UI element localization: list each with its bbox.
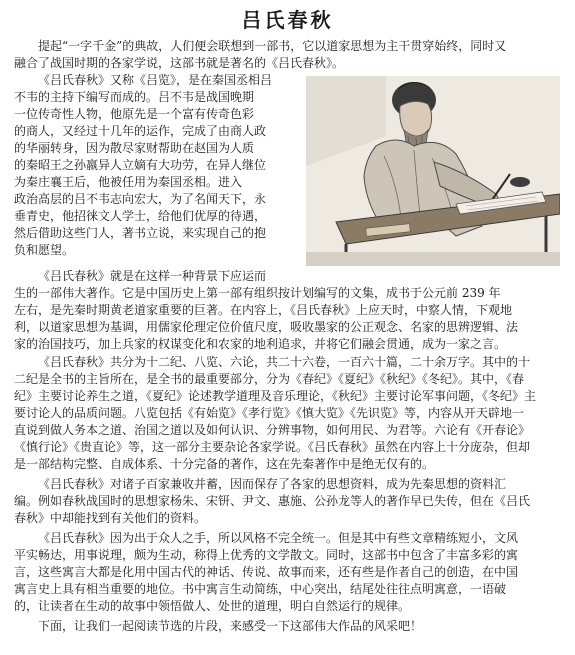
para5-line: 《吕氏春秋》因为出于众人之手，所以风格不完全统一。但是其中有些文章精练短小，文风 <box>38 531 519 545</box>
para4-line: 春秋》中却能找到有关他们的资料。 <box>14 511 207 525</box>
para1-line: 负和愿望。 <box>14 243 75 257</box>
para4-line: 编。例如春秋战国时的思想家杨朱、宋钘、尹文、惠施、公孙龙等人的著作早已失传，但在《吕氏 <box>14 494 531 508</box>
para3-line: 纪》主要讨论养生之道，《夏纪》论述教学道理及音乐理论，《秋纪》主要讨论军事问题，《冬纪》主 <box>14 389 537 403</box>
para2-line: 左右，是先秦时期黄老道家重要的巨著。在内容上，《吕氏春秋》上应天时，中察人情，下观地 <box>14 303 513 317</box>
para4-line: 《吕氏春秋》对诸子百家兼收并蓄，因而保存了各家的思想资料，成为先秦思想的资料汇 <box>38 477 507 491</box>
para1-line: 为秦庄襄王后，他被任用为秦国丞相。进入 <box>14 175 243 189</box>
para2-line: 《吕氏春秋》就是在这样一种背景下应运而 <box>38 269 267 283</box>
para1-line: 《吕氏春秋》又称《吕览》，是在秦国丞相吕 <box>38 73 273 87</box>
para1-line: 的华丽转身，因为散尽家财帮助在赵国为人质 <box>14 141 255 155</box>
para3-line: 《慎行论》《贵直论》等，这一部分主要杂论各家学说。《吕氏春秋》虽然在内容上十分庞杂，但却 <box>14 440 531 454</box>
page-title: 吕氏春秋 <box>241 8 334 32</box>
intro-line: 提起“一字千金”的典故，人们便会联想到一部书，它以道家思想为主干贯穿始终，同时又 <box>38 39 507 53</box>
para1-line: 不韦的主持下编写而成的。吕不韦是战国晚期 <box>14 90 255 104</box>
scholar-drawing <box>306 76 560 266</box>
para3-line: 二纪是全书的主旨所在，是全书的最重要部分，分为《春纪》《夏纪》《秋纪》《冬纪》。其中，《春 <box>14 372 525 386</box>
para1-line: 一位传奇性人物，他原先是一个富有传奇色彩 <box>14 107 255 121</box>
para2-line: 利，以道家思想为基调，用儒家伦理定位价值尺度，吸收墨家的公正观念、名家的思辨逻辑、法 <box>14 320 519 334</box>
para3-line: 要讨论人的品质问题。八览包括《有始览》《孝行览》《慎大览》《先识览》等，内容从开天辟地一 <box>14 406 525 420</box>
para1-line: 垂青史，他招徕文人学士，给他们优厚的待遇， <box>14 209 267 223</box>
para5-line: 的，让读者在生动的故事中领悟做人、处世的道理，明白自然运行的规律。 <box>14 599 411 613</box>
para3-line: 直说到做人务本之道、治国之道以及如何认识、分辨事物，如何用民、为君等。六论有《开春论》 <box>14 423 531 437</box>
para1-line: 政治高层的吕不韦志向宏大，为了名闻天下，永 <box>14 192 267 206</box>
para5-line: 平实畅达，用事说理，颇为生动，称得上优秀的文学散文。同时，这部书中包含了丰富多彩的寓 <box>14 548 519 562</box>
para5-line: 言，这些寓言大都是化用中国古代的神话、传说、故事而来，还有些是作者自己的创造，在中国 <box>14 565 519 579</box>
intro-line: 融合了战国时期的各家学说，这部书就是著名的《吕氏春秋》。 <box>14 56 345 70</box>
closing-line: 下面，让我们一起阅读节选的片段，来感受一下这部伟大作品的风采吧！ <box>38 619 423 633</box>
para1-line: 的商人，又经过十几年的运作，完成了由商人政 <box>14 124 267 138</box>
para3-line: 《吕氏春秋》共分为十二纪、八览、六论，共二十六卷，一百六十篇，二十余万字。其中的十 <box>38 355 531 369</box>
para1-line: 然后借助这些门人，著书立说，来实现自己的抱 <box>14 226 267 240</box>
para3-line: 是一部结构完整、自成体系、十分完备的著作，这在先秦著作中是绝无仅有的。 <box>14 457 435 471</box>
para5-line: 寓言史上具有相当重要的地位。书中寓言生动简练，中心突出，结尾处往往点明寓意，一语破 <box>14 582 507 596</box>
para2-line: 生的一部伟大著作。它是中国历史上第一部有组织按计划编写的文集，成书于公元前 239 年 <box>14 286 501 300</box>
para1-line: 的秦昭王之孙嬴异人立嫡有大功劳，在异人继位 <box>14 158 267 172</box>
para2-line: 家的治国技巧，加上兵家的权谋变化和农家的地利追求，并将它们融会贯通，成为一家之言。 <box>14 337 507 351</box>
scholar-writing-illustration <box>306 76 560 266</box>
